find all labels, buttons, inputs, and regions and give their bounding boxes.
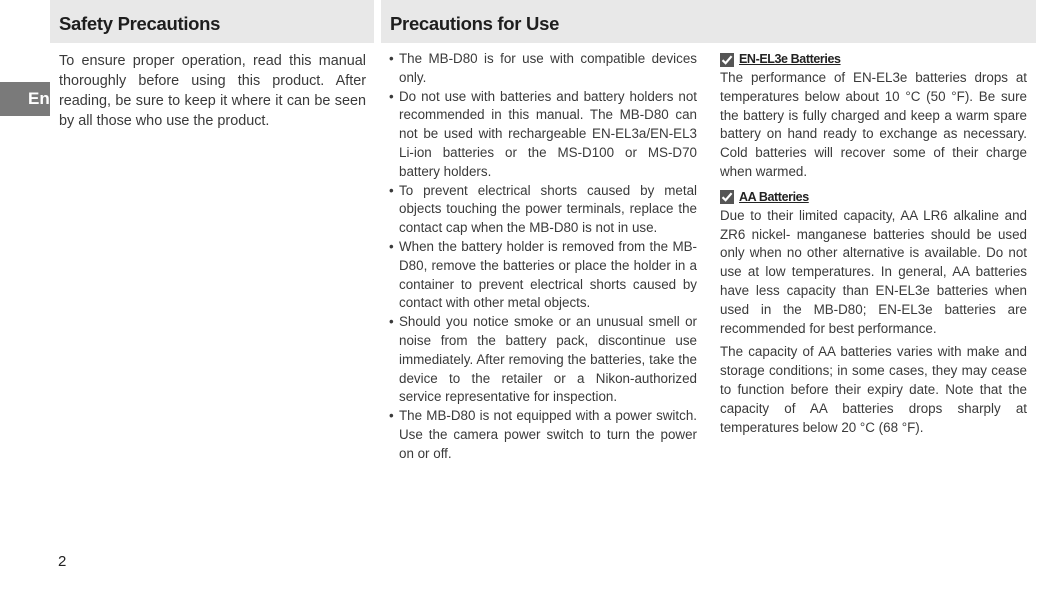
checkmark-icon — [720, 53, 734, 67]
list-item — [389, 50, 697, 88]
note-heading-en-el3e — [720, 50, 1027, 69]
list-item-text: To prevent electrical shorts caused by metal objects touching the power terminals, replace the contact cap when the MB-D80 is not in use. — [399, 182, 697, 236]
list-item — [389, 238, 697, 313]
list-item — [389, 88, 697, 182]
checkmark-icon — [720, 190, 734, 204]
list-item-text: The MB-D80 is not equipped with a power switch. Use the camera power switch to turn the power on or off. — [399, 408, 697, 461]
intro-paragraph: To ensure proper operation, read this manual thoroughly before using this product. After reading, be sure to keep it where it can be seen by all those who use the product. — [59, 53, 366, 129]
note-paragraph: The capacity of AA batteries varies with make and storage conditions; in some cases, they may cease to function before their expiry date. Note that the capacity of AA batteries drops sharply at temperatures below 20 °C (68 °F). — [720, 344, 1027, 435]
list-item-text: The MB-D80 is for use with compatible devices only. — [399, 51, 697, 85]
notes-column — [720, 50, 1027, 437]
bullet-glyph: • — [389, 51, 394, 66]
list-item — [389, 182, 697, 238]
bullet-glyph: • — [389, 88, 394, 104]
page-number: 2 — [58, 553, 67, 570]
bullet-glyph: • — [389, 182, 394, 198]
precautions-list — [389, 50, 697, 464]
list-item-text: Should you notice smoke or an unusual smell or noise from the battery pack, discontinue use immediately. After removing the batteries, take the device to the retailer or a Nikon-authorized service representative for inspection. — [399, 314, 697, 405]
note-paragraph: The performance of EN-EL3e batteries drops at temperatures below about 10 °C (50 °F). Be sure the battery is fully charged and keep a warm spare battery on hand ready to exchange as necessary. Cold batteries will recover some of their charge when warmed. — [720, 70, 1027, 179]
bullet-glyph: • — [389, 408, 394, 424]
bullet-glyph: • — [389, 314, 394, 330]
language-tab: En — [0, 82, 50, 116]
note-heading-label: AA Batteries — [739, 189, 809, 204]
list-item-text: Do not use with batteries and battery holders not recommended in this manual. The MB-D80 can not be used with rechargeable EN-EL3a/EN-EL3 Li-ion batteries or the MS-D100 or MS-D70 battery holders. — [399, 88, 697, 179]
section-title-safety: Safety Precautions — [50, 0, 374, 43]
note-heading-label: EN-EL3e Batteries — [739, 52, 841, 67]
precautions-list-column — [389, 50, 697, 464]
list-item-text: When the battery holder is removed from the MB-D80, remove the batteries or place the holder in a container to prevent electrical shorts caused by contact with other metal objects. — [399, 238, 697, 311]
section-title-precautions: Precautions for Use — [381, 0, 1036, 43]
bullet-glyph: • — [389, 238, 394, 254]
note-heading-aa — [720, 188, 1027, 207]
list-item — [389, 407, 697, 463]
note-paragraph: Due to their limited capacity, AA LR6 alkaline and ZR6 nickel- manganese batteries should be used only when no other alternative is available. Do not use at low temperatures. In general, AA batteries have less capacity than EN-EL3e batteries when used in the MB-D80; EN-EL3e batteries are recommended for best performance. — [720, 207, 1027, 336]
list-item — [389, 313, 697, 407]
